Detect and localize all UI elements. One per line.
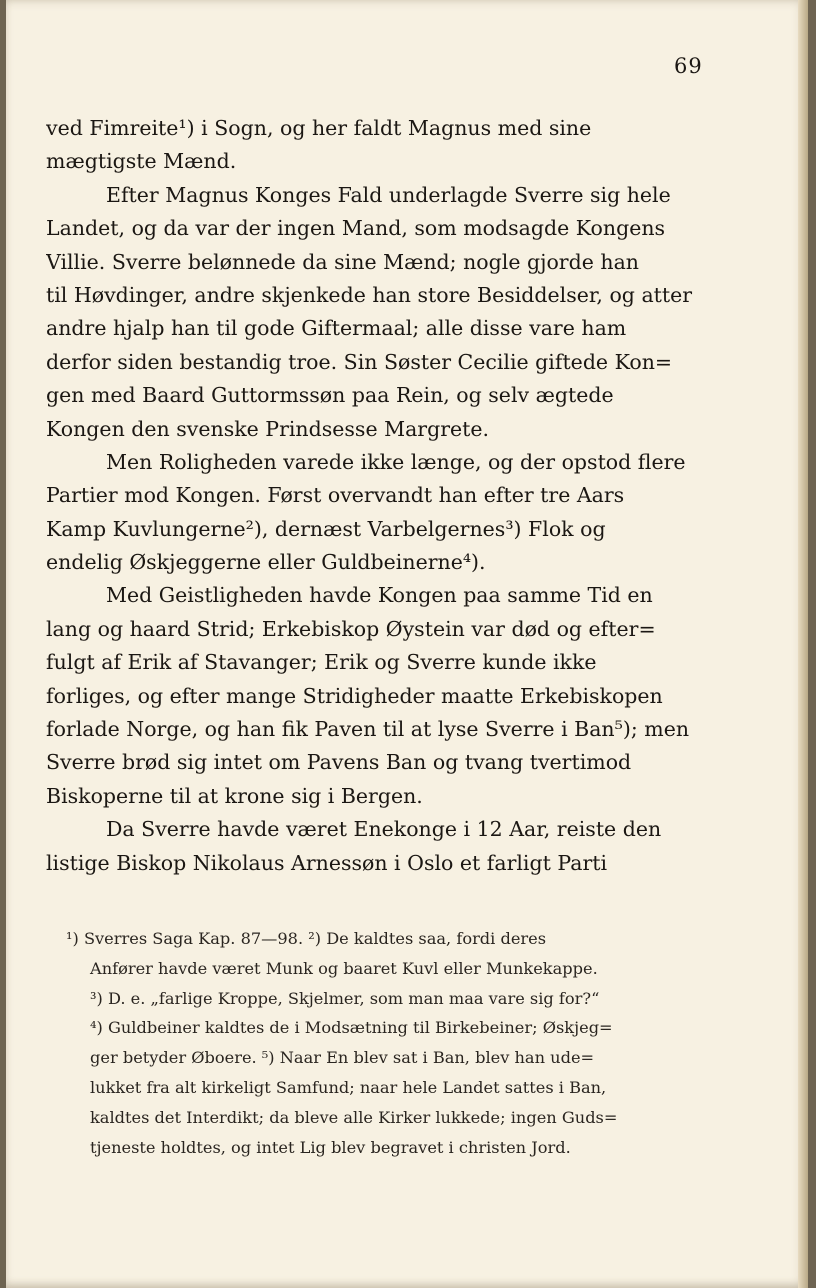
text-line: fulgt af Erik af Stavanger; Erik og Sverre kunde ikke <box>46 650 597 675</box>
text-line: Med Geistligheden havde Kongen paa samme Tid en <box>106 583 653 608</box>
page-edge-shadow <box>798 0 808 1288</box>
footnotes <box>66 924 706 1162</box>
text-line: Biskoperne til at krone sig i Bergen. <box>46 783 423 808</box>
text-line: lang og haard Strid; Erkebiskop Øystein var død og efter= <box>46 616 656 641</box>
text-line: Kongen den svenske Prindsesse Margrete. <box>46 416 490 441</box>
text-line: forliges, og efter mange Stridigheder maatte Erkebiskopen <box>46 683 663 708</box>
text-line: mægtigste Mænd. <box>46 149 237 174</box>
text-line: derfor siden bestandig troe. Sin Søster Cecilie giftede Kon= <box>46 349 673 374</box>
text-line: andre hjalp han til gode Giftermaal; alle disse vare ham <box>46 316 627 341</box>
text-line: Partier mod Kongen. Først overvandt han efter tre Aars <box>46 483 625 508</box>
text-line: Da Sverre havde været Enekonge i 12 Aar, reiste den <box>106 817 662 842</box>
book-page <box>6 0 808 1288</box>
text-line: ved Fimreite¹) i Sogn, og her faldt Magnus med sine <box>46 116 592 140</box>
text-line: endelig Øskjeggerne eller Guldbeinerne⁴). <box>46 550 486 575</box>
main-text-body <box>46 112 704 880</box>
text-line: til Høvdinger, andre skjenkede han store Besiddelser, og atter <box>46 282 693 307</box>
text-line: Men Roligheden varede ikke længe, og der opstod flere <box>106 449 686 474</box>
footnote-line: ⁴) Guldbeiner kaldtes de i Modsætning til Birkebeiner; Øskjeg= <box>90 1018 613 1038</box>
footnote-line: tjeneste holdtes, og intet Lig blev begravet i christen Jord. <box>90 1137 571 1157</box>
text-line: forlade Norge, og han fik Paven til at lyse Sverre i Ban⁵); men <box>46 717 690 742</box>
footnote-line: ¹) Sverres Saga Kap. 87—98. ²) De kaldtes saa, fordi deres <box>66 929 547 948</box>
footnote-line: Anfører havde været Munk og baaret Kuvl eller Munkekappe. <box>90 958 598 978</box>
text-line: Landet, og da var der ingen Mand, som modsagde Kongens <box>46 216 666 241</box>
text-line: Villie. Sverre belønnede da sine Mænd; nogle gjorde han <box>46 249 639 274</box>
page-number: 69 <box>674 54 703 78</box>
text-line: Efter Magnus Konges Fald underlagde Sverre sig hele <box>106 182 671 207</box>
footnote-line: kaldtes det Interdikt; da bleve alle Kirker lukkede; ingen Guds= <box>90 1107 618 1127</box>
footnote-line: lukket fra alt kirkeligt Samfund; naar hele Landet sattes i Ban, <box>90 1077 607 1097</box>
text-line: gen med Baard Guttormssøn paa Rein, og selv ægtede <box>46 383 614 408</box>
text-line: Sverre brød sig intet om Pavens Ban og tvang tvertimod <box>46 750 632 775</box>
footnote-line: ger betyder Øboere. ⁵) Naar En blev sat i Ban, blev han ude= <box>90 1048 595 1068</box>
footnote-line: ³) D. e. „farlige Kroppe, Skjelmer, som man maa vare sig for?“ <box>90 988 600 1008</box>
text-line: Kamp Kuvlungerne²), dernæst Varbelgernes³) Flok og <box>46 516 606 541</box>
text-line: listige Biskop Nikolaus Arnessøn i Oslo et farligt Parti <box>46 850 608 875</box>
